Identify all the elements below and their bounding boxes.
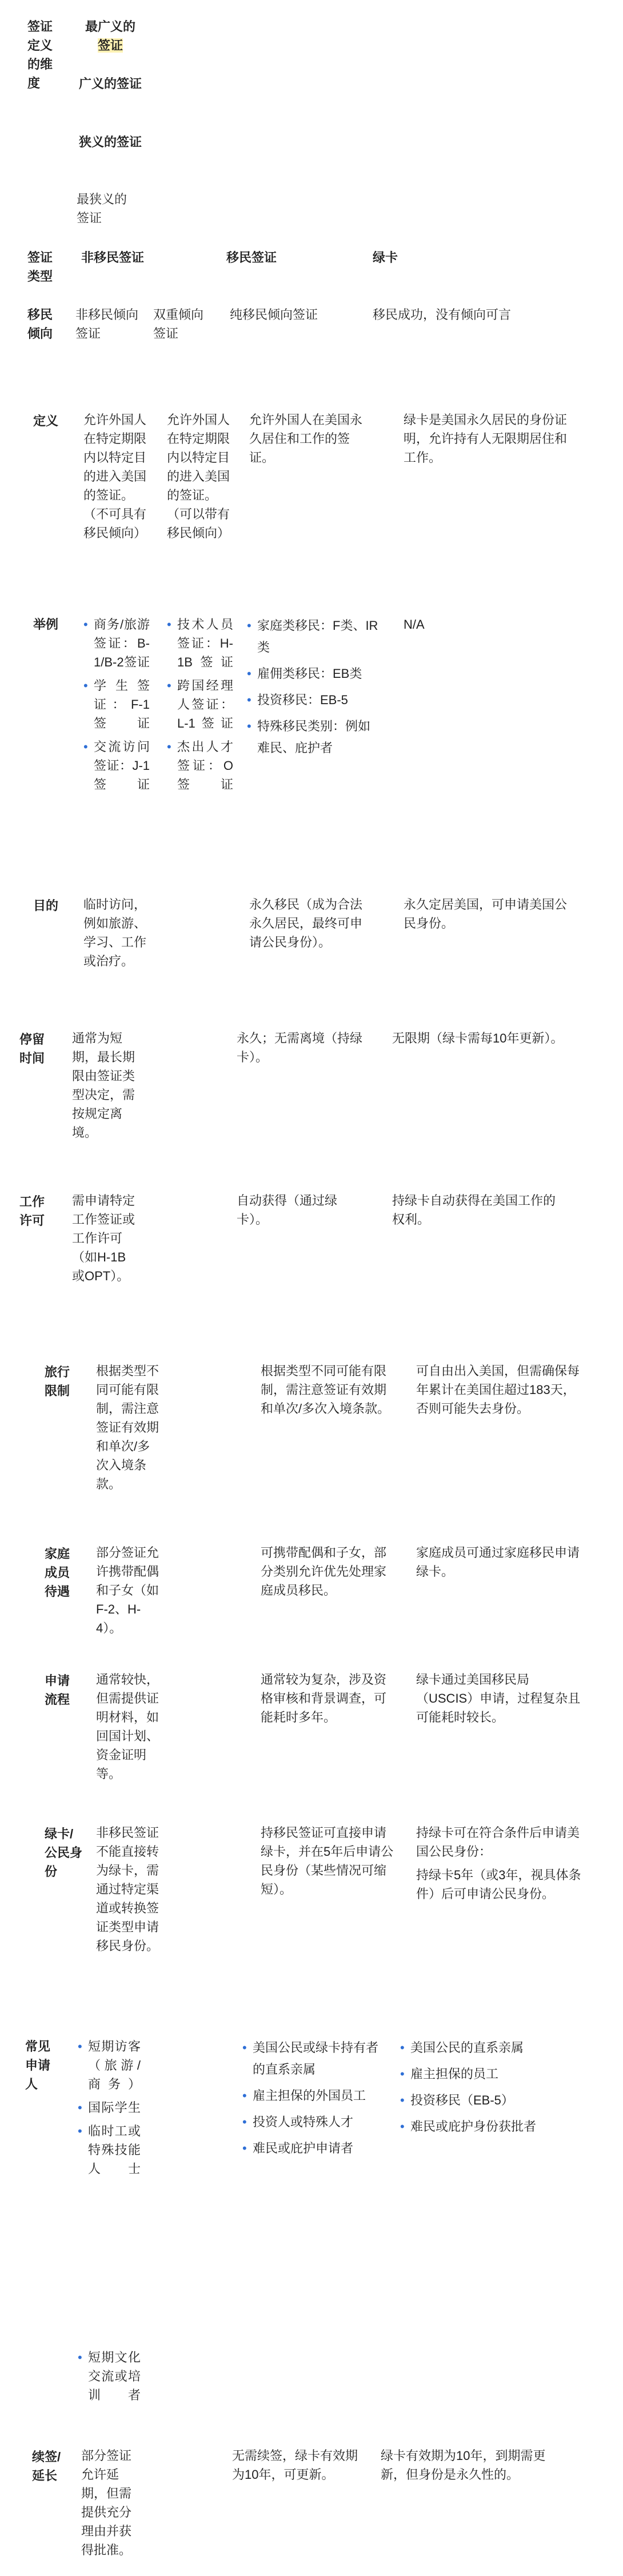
citizenship-immigrant: 持移民签证可直接申请绿卡，并在5年后申请公民身份（某些情况可缩短）。 bbox=[261, 1826, 394, 1896]
citizenship-green-card-condition: 持绿卡可在符合条件后申请美国公民身份： bbox=[416, 1826, 580, 1859]
applicants-nonimmigrant-list bbox=[78, 2037, 141, 2183]
citizenship-green-card bbox=[416, 1823, 586, 1903]
examples-dual-list bbox=[167, 615, 233, 798]
work-nonimmigrant: 需申请特定工作签证或工作许可（如H-1B或OPT）。 bbox=[72, 1193, 135, 1283]
list-item: • 短期文化交流或培训者 bbox=[78, 2348, 141, 2405]
broadest-visa-label: 最广义的 签证 bbox=[85, 19, 136, 53]
list-item: • 投资移民：EB-5 bbox=[247, 689, 382, 711]
list-item: • 国际学生 bbox=[78, 2098, 141, 2117]
immigrant-visa-header: 移民签证 bbox=[226, 250, 277, 265]
family-label: 家庭成员待遇 bbox=[45, 1547, 70, 1599]
stay-nonimmigrant: 通常为短期，最长期限由签证类型决定，需按规定离境。 bbox=[72, 1031, 135, 1140]
definition-dual: 允许外国人在特定期限内以特定目的进入美国的签证。（可以带有移民倾向） bbox=[167, 413, 230, 540]
narrowest-visa-label: 最狭义的签证 bbox=[77, 192, 127, 225]
travel-immigrant: 根据类型不同可能有限制，需注意签证有效期和单次/多次入境条款。 bbox=[261, 1364, 390, 1416]
renewal-nonimmigrant: 部分签证允许延期，但需提供充分理由并获得批准。 bbox=[81, 2449, 132, 2557]
applicants-nonimmigrant-extra-list bbox=[78, 2348, 141, 2409]
list-item: • 投资人或特殊人才 bbox=[242, 2111, 385, 2133]
list-item: • 家庭类移民：F类、IR类 bbox=[247, 615, 382, 658]
stay-label: 停留时间 bbox=[19, 1032, 45, 1065]
list-item: • 投资移民（EB-5） bbox=[400, 2090, 566, 2111]
stay-immigrant: 永久；无需离境（持绿卡）。 bbox=[237, 1031, 363, 1064]
list-item: • 技术人员签证：H-1B签证 bbox=[167, 615, 233, 672]
dimension-label: 签证定义的维度 bbox=[27, 19, 53, 90]
travel-label: 旅行限制 bbox=[45, 1365, 70, 1398]
renewal-green-card: 绿卡有效期为10年，到期需更新，但身份是永久性的。 bbox=[381, 2449, 546, 2482]
list-item: • 美国公民或绿卡持有者的直系亲属 bbox=[242, 2037, 385, 2080]
list-item: • 雇主担保的员工 bbox=[400, 2063, 566, 2085]
highlight-mark: 签证 bbox=[97, 38, 123, 53]
examples-nonimmigrant-list bbox=[83, 615, 150, 798]
process-nonimmigrant: 通常较快，但需提供证明材料，如回国计划、资金证明等。 bbox=[96, 1672, 159, 1781]
definition-immigrant: 允许外国人在美国永久居住和工作的签证。 bbox=[249, 413, 363, 465]
purpose-immigrant: 永久移民（成为合法永久居民，最终可申请公民身份）。 bbox=[249, 897, 363, 949]
stay-green-card: 无限期（绿卡需每10年更新）。 bbox=[392, 1031, 564, 1045]
green-card-header: 绿卡 bbox=[373, 250, 398, 265]
intent-green-card: 移民成功，没有倾向可言 bbox=[373, 307, 512, 322]
process-green-card: 绿卡通过美国移民局（USCIS）申请，过程复杂且可能耗时较长。 bbox=[416, 1672, 581, 1724]
list-item: • 难民或庇护身份获批者 bbox=[400, 2116, 566, 2138]
intent-pure-immigrant: 纯移民倾向签证 bbox=[230, 307, 318, 322]
list-item: • 杰出人才签证：O签证 bbox=[167, 737, 233, 794]
purpose-nonimmigrant: 临时访问，例如旅游、学习、工作或治疗。 bbox=[83, 897, 147, 968]
renewal-label: 续签/延长 bbox=[32, 2450, 61, 2483]
work-immigrant: 自动获得（通过绿卡）。 bbox=[237, 1193, 338, 1227]
family-immigrant: 可携带配偶和子女，部分类别允许优先处理家庭成员移民。 bbox=[261, 1545, 387, 1597]
broad-visa-label: 广义的签证 bbox=[79, 77, 142, 91]
applicants-label: 常见申请人 bbox=[25, 2039, 51, 2091]
nonimmigrant-visa-header: 非移民签证 bbox=[81, 250, 145, 265]
definition-nonimmigrant: 允许外国人在特定期限内以特定目的进入美国的签证。（不可具有移民倾向） bbox=[83, 413, 147, 540]
definition-green-card: 绿卡是美国永久居民的身份证明，允许持有人无限期居住和工作。 bbox=[404, 413, 568, 465]
visa-type-label: 签证类型 bbox=[27, 250, 53, 283]
travel-nonimmigrant: 根据类型不同可能有限制，需注意签证有效期和单次/多次入境条款。 bbox=[96, 1364, 159, 1491]
list-item: • 短期访客（旅游/商务） bbox=[78, 2037, 141, 2094]
intent-dual: 双重倾向签证 bbox=[153, 307, 204, 341]
renewal-immigrant: 无需续签，绿卡有效期为10年，可更新。 bbox=[232, 2449, 358, 2482]
process-label: 申请流程 bbox=[45, 1674, 70, 1707]
family-green-card: 家庭成员可通过家庭移民申请绿卡。 bbox=[416, 1545, 580, 1579]
work-label: 工作许可 bbox=[19, 1195, 45, 1228]
list-item: • 雇佣类移民：EB类 bbox=[247, 663, 382, 685]
travel-green-card: 可自由出入美国，但需确保每年累计在美国住超过183天，否则可能失去身份。 bbox=[416, 1364, 580, 1416]
process-immigrant: 通常较为复杂，涉及资格审核和背景调查，可能耗时多年。 bbox=[261, 1672, 387, 1724]
list-item: • 雇主担保的外国员工 bbox=[242, 2085, 385, 2107]
applicants-green-card-list bbox=[400, 2037, 566, 2142]
family-nonimmigrant: 部分签证允许携带配偶和子女（如F-2、H-4）。 bbox=[96, 1545, 159, 1635]
intent-label: 移民倾向 bbox=[27, 307, 53, 341]
citizenship-green-card-detail: 持绿卡5年（或3年，视具体条件）后可申请公民身份。 bbox=[416, 1868, 581, 1901]
narrow-visa-label: 狭义的签证 bbox=[79, 135, 142, 149]
citizenship-nonimmigrant: 非移民签证不能直接转为绿卡，需通过特定渠道或转换签证类型申请移民身份。 bbox=[96, 1826, 159, 1953]
applicants-immigrant-list bbox=[242, 2037, 385, 2164]
examples-immigrant-list bbox=[247, 615, 382, 764]
list-item: • 学生签证：F-1签证 bbox=[83, 676, 150, 733]
purpose-green-card: 永久定居美国，可申请美国公民身份。 bbox=[404, 897, 568, 930]
list-item: • 交流访问签证：J-1签证 bbox=[83, 737, 150, 794]
list-item: • 特殊移民类别：例如难民、庇护者 bbox=[247, 716, 382, 759]
list-item: • 美国公民的直系亲属 bbox=[400, 2037, 566, 2059]
intent-nonimmigrant: 非移民倾向签证 bbox=[75, 307, 139, 341]
list-item: • 跨国经理人签证：L-1签证 bbox=[167, 676, 233, 733]
citizenship-label: 绿卡/公民身份 bbox=[45, 1827, 83, 1879]
purpose-label: 目的 bbox=[33, 898, 59, 913]
list-item: • 临时工或特殊技能人士 bbox=[78, 2122, 141, 2178]
examples-green-card: N/A bbox=[404, 617, 425, 632]
examples-label: 举例 bbox=[33, 617, 59, 632]
definition-label: 定义 bbox=[33, 414, 59, 428]
list-item: • 难民或庇护申请者 bbox=[242, 2138, 385, 2159]
work-green-card: 持绿卡自动获得在美国工作的权利。 bbox=[392, 1193, 556, 1227]
list-item: • 商务/旅游签证：B-1/B-2签证 bbox=[83, 615, 150, 672]
